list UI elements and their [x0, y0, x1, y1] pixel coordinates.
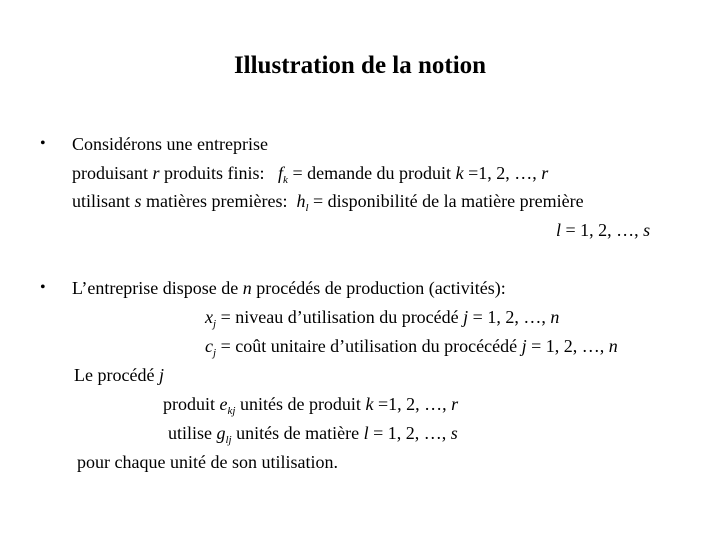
bullet1-intro: Considérons une entreprise: [72, 134, 268, 154]
slide-title: Illustration de la notion: [233, 52, 487, 79]
bullet2-line7: pour chaque unité de son utilisation.: [77, 452, 338, 472]
bullet2-intro: L’entreprise dispose de n procédés de production (activités):: [72, 278, 506, 298]
bullet2-line5: produit $e_{kj}$ unités de produit k =1, 2, …, r: [163, 394, 459, 417]
bullet2-line2: $x_j$ = niveau d’utilisation du procédé j = 1, 2, …, n: [205, 307, 560, 330]
bullet-marker: •: [40, 135, 46, 152]
bullet1-line3: utilisant s matières premières: $h_l$ = disponibilité de la matière première: [72, 191, 584, 214]
bullet1-line2: produisant r produits finis: $f_k$ = demande du produit k =1, 2, …, r: [72, 163, 549, 186]
bullet1-line4: l = 1, 2, …, s: [556, 220, 651, 240]
bullet-marker: •: [40, 279, 46, 296]
bullet2-line6: utilise $g_{lj}$ unités de matière l = 1, 2, …, s: [168, 423, 458, 446]
bullet2-line4: Le procédé j: [74, 365, 164, 385]
bullet2-line3: $c_j$ = coût unitaire d’utilisation du procécédé j = 1, 2, …, n: [205, 336, 618, 359]
